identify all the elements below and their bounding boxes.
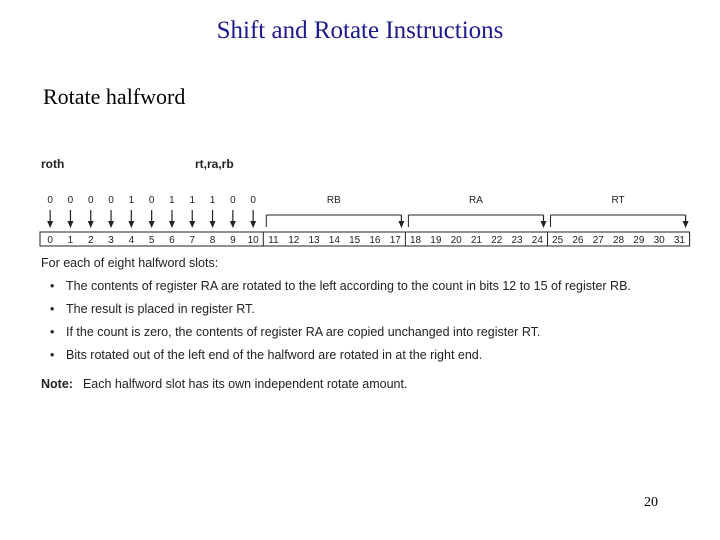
arrow-down-icon xyxy=(250,221,256,228)
slide-title: Shift and Rotate Instructions xyxy=(216,17,504,44)
list-item xyxy=(50,347,631,370)
arrow-down-icon xyxy=(398,221,404,228)
note-text: Each halfword slot has its own independent rotate amount. xyxy=(82,377,408,391)
arrow-down-icon xyxy=(230,221,236,228)
bit-number: 31 xyxy=(673,235,686,246)
bit-number: 5 xyxy=(148,235,155,246)
bit-number: 6 xyxy=(169,235,175,246)
arrow-down-icon xyxy=(683,221,689,228)
opcode-bit: 1 xyxy=(189,195,196,206)
bit-number: 7 xyxy=(189,235,196,246)
bit-number: 29 xyxy=(633,235,645,246)
arrow-down-icon xyxy=(210,221,216,228)
bit-number: 20 xyxy=(450,235,462,246)
bullet-icon: • xyxy=(50,302,55,316)
opcode-bit: 1 xyxy=(128,195,135,206)
bit-number: 14 xyxy=(328,235,340,246)
bit-number: 2 xyxy=(87,235,94,246)
opcode-bit: 0 xyxy=(250,195,256,206)
list-item xyxy=(50,278,631,301)
opcode-bit: 1 xyxy=(169,195,175,206)
bullet-icon: • xyxy=(50,279,55,293)
bullet-text: If the count is zero, the contents of register RA are copied unchanged into register RT. xyxy=(66,325,541,339)
arrow-down-icon xyxy=(169,221,175,228)
bullet-icon: • xyxy=(50,348,55,362)
opcode-bit: 0 xyxy=(87,195,94,206)
opcode-bit: 0 xyxy=(148,195,155,206)
arrow-down-icon xyxy=(88,221,94,228)
bit-number: 8 xyxy=(209,235,216,246)
arrow-down-icon xyxy=(128,221,134,228)
bit-number: 23 xyxy=(511,235,523,246)
arrow-down-icon xyxy=(541,221,547,228)
bit-number: 30 xyxy=(653,235,665,246)
bit-number: 17 xyxy=(389,235,401,246)
bit-number: 9 xyxy=(230,235,236,246)
opcode-bit: 0 xyxy=(47,195,53,206)
bit-number: 4 xyxy=(128,235,135,246)
bit-number: 1 xyxy=(67,235,74,246)
bit-number: 16 xyxy=(369,235,381,246)
opcode-bit: 1 xyxy=(209,195,216,206)
bullet-icon: • xyxy=(50,325,55,339)
arrow-down-icon xyxy=(189,221,195,228)
page-number: 20 xyxy=(644,495,658,510)
instruction-operands: rt,ra,rb xyxy=(195,157,234,171)
slide-subtitle: Rotate halfword xyxy=(43,84,186,109)
bullet-text: The contents of register RA are rotated to the left according to the count in bits 12 to 15 of register RB. xyxy=(66,279,631,293)
bit-number: 3 xyxy=(108,235,114,246)
bit-number: 27 xyxy=(592,235,604,246)
arrow-down-icon xyxy=(67,221,73,228)
bit-number: 19 xyxy=(430,235,442,246)
instruction-format-diagram xyxy=(0,0,720,260)
bit-number: 10 xyxy=(247,235,259,246)
arrow-down-icon xyxy=(149,221,155,228)
field-label: RA xyxy=(468,195,483,206)
bit-number: 18 xyxy=(409,235,422,246)
bit-number: 21 xyxy=(470,235,483,246)
bit-number: 13 xyxy=(308,235,320,246)
field-label: RB xyxy=(326,195,341,206)
bit-number: 0 xyxy=(47,235,53,246)
bit-number: 28 xyxy=(612,235,625,246)
opcode-bit: 0 xyxy=(108,195,114,206)
opcode-bit: 0 xyxy=(67,195,74,206)
description-intro: For each of eight halfword slots: xyxy=(41,256,219,270)
bit-number: 15 xyxy=(349,235,361,246)
bit-number: 26 xyxy=(572,235,584,246)
bit-number: 25 xyxy=(552,235,564,246)
list-item xyxy=(50,324,631,347)
field-label: RT xyxy=(611,195,625,206)
note xyxy=(41,377,407,391)
description-bullets xyxy=(50,278,631,370)
bit-number: 11 xyxy=(268,235,279,246)
bit-number: 24 xyxy=(531,235,543,246)
bit-number: 12 xyxy=(288,235,300,246)
arrow-down-icon xyxy=(108,221,114,228)
note-label: Note: xyxy=(41,377,73,391)
opcode-bit: 0 xyxy=(230,195,236,206)
list-item xyxy=(50,301,631,324)
arrow-down-icon xyxy=(47,221,53,228)
bullet-text: The result is placed in register RT. xyxy=(66,302,255,316)
bit-number: 22 xyxy=(491,235,503,246)
instruction-mnemonic: roth xyxy=(41,157,65,171)
bullet-text: Bits rotated out of the left end of the halfword are rotated in at the right end. xyxy=(66,348,483,362)
